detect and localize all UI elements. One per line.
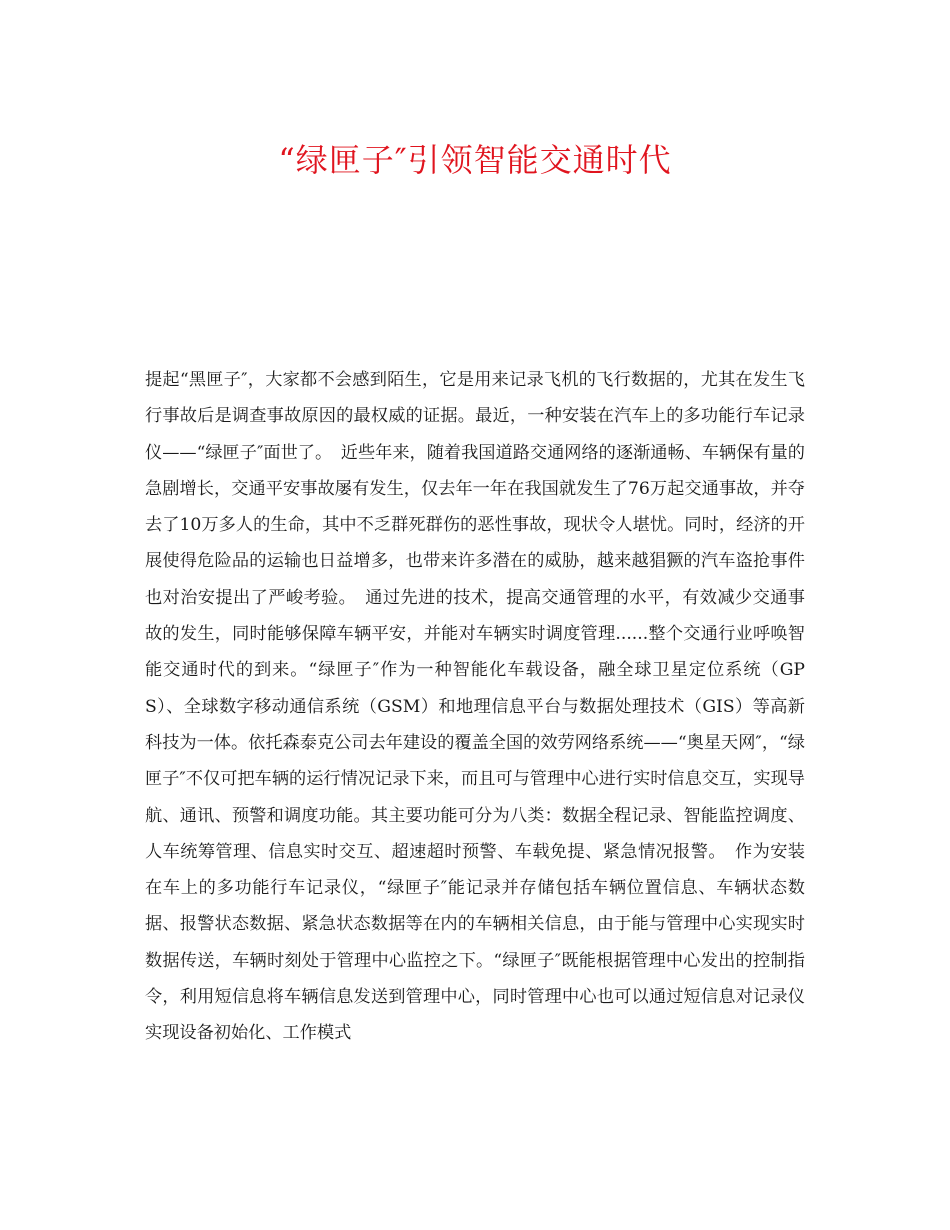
document-body-paragraph: 提起“黑匣子″，大家都不会感到陌生，它是用来记录飞机的飞行数据的，尤其在发生飞行事故后是调查事故原因的最权威的证据。最近，一种安装在汽车上的多功能行车记录仪——“绿匣子″面世了。 近些年来，随着我国道路交通网络的逐渐通畅、车辆保有量的急剧增长，交通平安事故屡有发生，仅去年一年在我国就发生了76万起交通事故，并夺去了10万多人的生命，其中不乏群死群伤的恶性事故，现状令人堪忧。同时，经济的开展使得危险品的运输也日益增多，也带来许多潜在的威胁，越来越猖獗的汽车盗抢事件也对治安提出了严峻考验。 通过先进的技术，提高交通管理的水平，有效减少交通事故的发生，同时能够保障车辆平安，并能对车辆实时调度管理......整个交通行业呼唤智能交通时代的到来。“绿匣子″作为一种智能化车载设备，融全球卫星定位系统（GPS）、全球数字移动通信系统（GSM）和地理信息平台与数据处理技术（GIS）等高新科技为一体。依托森泰克公司去年建设的覆盖全国的效劳网络系统——“奥星天网″，“绿匣子″不仅可把车辆的运行情况记录下来，而且可与管理中心进行实时信息交互，实现导航、通讯、预警和调度功能。其主要功能可分为八类：数据全程记录、智能监控调度、人车统筹管理、信息实时交互、超速超时预警、车载免提、紧急情况报警。 作为安装在车上的多功能行车记录仪，“绿匣子″能记录并存储包括车辆位置信息、车辆状态数据、报警状态数据、紧急状态数据等在内的车辆相关信息，由于能与管理中心实现实时数据传送，车辆时刻处于管理中心监控之下。“绿匣子″既能根据管理中心发出的控制指令，利用短信息将车辆信息发送到管理中心，同时管理中心也可以通过短信息对记录仪实现设备初始化、工作模式	[145, 370, 805, 1044]
document-title: “绿匣子″引领智能交通时代	[278, 141, 672, 179]
